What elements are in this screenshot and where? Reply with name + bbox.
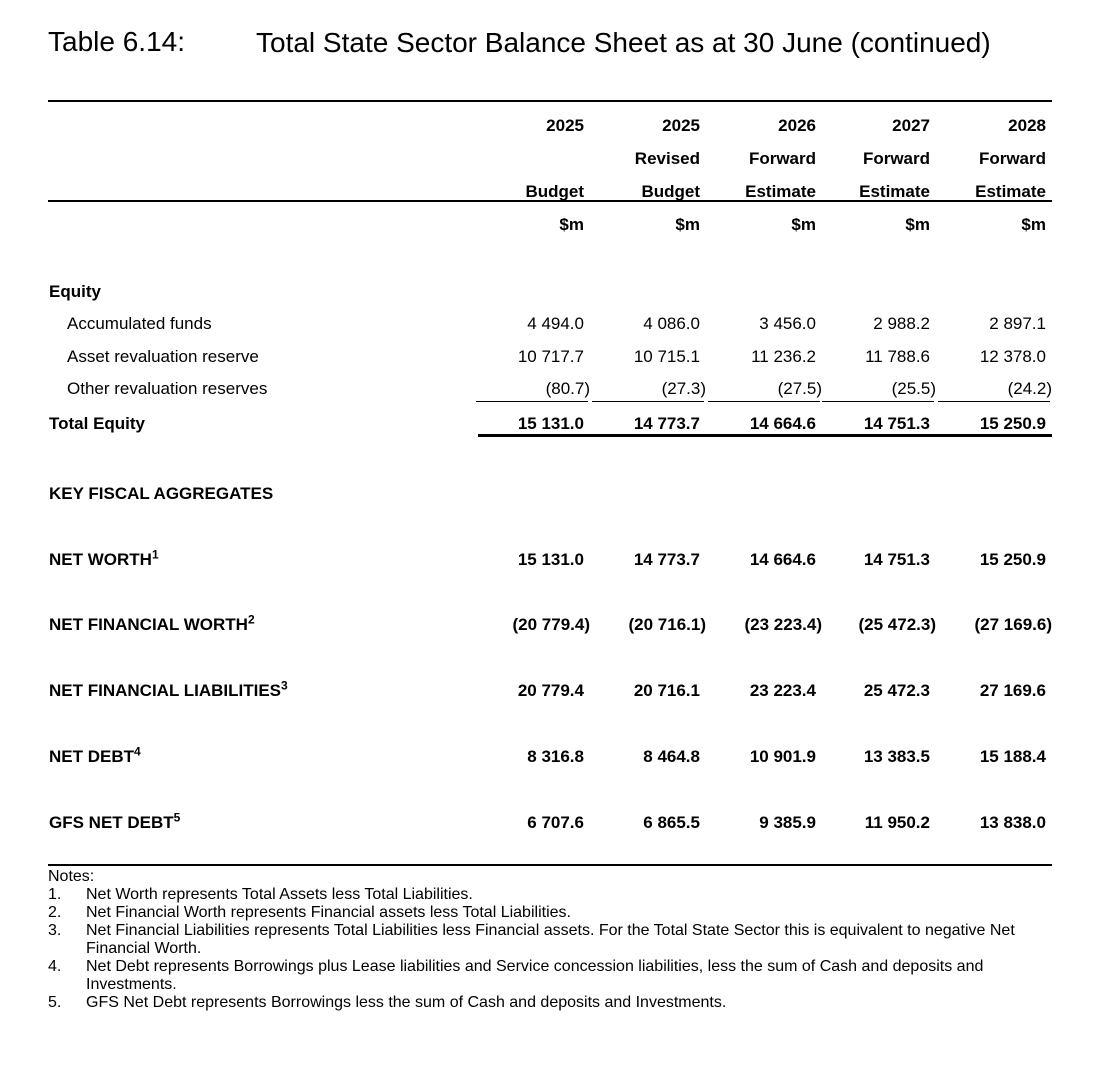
- equity-row-value: 4 086.0: [643, 314, 700, 333]
- total-equity-value: 15 131.0: [517, 414, 584, 433]
- equity-row-label: Asset revaluation reserve: [67, 347, 259, 366]
- footnote-marker: 2: [247, 612, 255, 627]
- column-header-year: 2028: [1008, 116, 1046, 135]
- note-number: 5.: [48, 994, 62, 1011]
- total-equity-value: 14 751.3: [863, 414, 930, 433]
- column-header-year: 2025: [546, 116, 584, 135]
- aggregate-row-value: 27 169.6: [979, 681, 1046, 700]
- equity-row-value: 10 715.1: [633, 347, 700, 366]
- footnote-marker: 3: [281, 678, 288, 693]
- column-header-line3: Estimate: [975, 182, 1046, 201]
- aggregate-row-value: 8 464.8: [643, 747, 700, 766]
- note-text: Net Financial Liabilities represents Total Liabilities less Financial assets. For the Total State Sector this is equivalent to negative Net Financial Worth.: [86, 922, 1015, 957]
- aggregate-row-value: (25 472.3): [858, 615, 936, 634]
- aggregate-row-label: [49, 547, 159, 570]
- column-header-unit: $m: [1021, 215, 1046, 234]
- aggregate-label-text: NET FINANCIAL LIABILITIES: [49, 681, 282, 700]
- note-item: [48, 958, 1058, 994]
- column-header-unit: $m: [675, 215, 700, 234]
- total-equity-value: 14 664.6: [749, 414, 816, 433]
- subtotal-rule: [822, 401, 934, 402]
- subtotal-rule: [938, 401, 1050, 402]
- column-header-line3: Estimate: [745, 182, 816, 201]
- note-text: GFS Net Debt represents Borrowings less the sum of Cash and deposits and Investments.: [86, 994, 727, 1011]
- aggregate-label-text: NET DEBT: [49, 747, 134, 766]
- equity-row-value: 2 988.2: [873, 314, 930, 333]
- aggregate-row-value: 9 385.9: [759, 813, 816, 832]
- equity-row-value: 3 456.0: [759, 314, 816, 333]
- note-number: 3.: [48, 922, 62, 939]
- aggregate-row-value: (20 716.1): [628, 615, 706, 634]
- footnote-marker: 4: [134, 744, 141, 759]
- aggregate-row-value: 14 664.6: [749, 550, 816, 569]
- aggregate-row-value: 20 716.1: [633, 681, 700, 700]
- column-header-line2: Forward: [978, 149, 1046, 168]
- aggregate-row-label: [49, 744, 141, 767]
- note-number: 2.: [48, 904, 62, 921]
- top-rule: [48, 100, 1052, 102]
- note-item: [48, 904, 1058, 922]
- equity-heading: Equity: [49, 282, 101, 301]
- column-header-line2: Revised: [634, 149, 700, 168]
- equity-row-value: (80.7): [545, 379, 590, 398]
- aggregate-row-value: 15 131.0: [517, 550, 584, 569]
- notes-section: [48, 868, 1058, 1012]
- note-items: [48, 886, 1058, 1012]
- footnote-marker: 1: [151, 547, 159, 562]
- column-header-year: 2025: [662, 116, 700, 135]
- aggregate-label-text: NET FINANCIAL WORTH: [49, 615, 248, 634]
- equity-row-value: 12 378.0: [979, 347, 1046, 366]
- note-text: Net Worth represents Total Assets less Total Liabilities.: [86, 886, 473, 903]
- aggregate-label-text: NET WORTH: [49, 550, 152, 569]
- note-text: Net Financial Worth represents Financial assets less Total Liabilities.: [86, 904, 571, 921]
- aggregate-row-value: (27 169.6): [974, 615, 1052, 634]
- aggregate-row-value: 13 838.0: [979, 813, 1046, 832]
- column-header-year: 2027: [892, 116, 930, 135]
- column-header-line3: Budget: [641, 182, 700, 201]
- aggregate-row-value: 6 865.5: [643, 813, 700, 832]
- subtotal-rule: [708, 401, 820, 402]
- aggregate-row-value: (20 779.4): [512, 615, 590, 634]
- table-title-text: Total State Sector Balance Sheet as at 30 June (continued): [256, 27, 991, 58]
- equity-row-value: (27.5): [777, 379, 822, 398]
- bottom-rule: [48, 864, 1052, 866]
- total-double-rule: [478, 434, 1052, 437]
- column-header-line2: Forward: [862, 149, 930, 168]
- notes-heading: Notes:: [48, 868, 95, 885]
- equity-row-label: Other revaluation reserves: [67, 379, 268, 398]
- aggregate-row-value: 8 316.8: [527, 747, 584, 766]
- note-item: [48, 922, 1058, 958]
- equity-row-value: (27.3): [661, 379, 706, 398]
- aggregate-row-value: 25 472.3: [863, 681, 930, 700]
- aggregate-row-value: 10 901.9: [749, 747, 816, 766]
- note-text: Net Debt represents Borrowings plus Lease liabilities and Service concession liabilities, less the sum of Cash and deposits and Investments.: [86, 958, 984, 993]
- equity-row-value: (25.5): [891, 379, 936, 398]
- aggregate-row-label: [49, 810, 181, 833]
- total-equity-label: Total Equity: [49, 414, 146, 433]
- note-number: 4.: [48, 958, 62, 975]
- equity-row-value: 11 236.2: [751, 347, 816, 366]
- equity-row-label: Accumulated funds: [67, 314, 212, 333]
- aggregate-row-value: 13 383.5: [863, 747, 930, 766]
- equity-row-value: (24.2): [1007, 379, 1052, 398]
- aggregate-row-value: 15 188.4: [979, 747, 1046, 766]
- note-item: [48, 994, 1058, 1012]
- aggregate-row-value: 14 751.3: [863, 550, 930, 569]
- equity-row-value: 11 788.6: [865, 347, 930, 366]
- table-number: Table 6.14:: [48, 26, 185, 57]
- column-header-line3: Budget: [525, 182, 584, 201]
- total-equity-value: 14 773.7: [633, 414, 700, 433]
- aggregate-label-text: GFS NET DEBT: [49, 813, 174, 832]
- column-header-line3: Estimate: [859, 182, 930, 201]
- column-header-unit: $m: [559, 215, 584, 234]
- footnote-marker: 5: [173, 810, 181, 825]
- column-header-unit: $m: [905, 215, 930, 234]
- equity-row-value: 4 494.0: [527, 314, 584, 333]
- equity-row-value: 10 717.7: [517, 347, 584, 366]
- aggregate-row-value: 11 950.2: [864, 813, 930, 832]
- note-item: [48, 886, 1058, 904]
- column-header-unit: $m: [791, 215, 816, 234]
- aggregate-row-value: 6 707.6: [527, 813, 584, 832]
- column-header-line2: Forward: [748, 149, 816, 168]
- aggregate-row-value: 20 779.4: [517, 681, 584, 700]
- aggregate-row-value: 23 223.4: [749, 681, 816, 700]
- subtotal-rule: [476, 401, 588, 402]
- aggregate-row-label: [49, 678, 288, 701]
- column-header-year: 2026: [778, 116, 816, 135]
- aggregate-row-value: (23 223.4): [744, 615, 822, 634]
- aggregate-row-value: 15 250.9: [979, 550, 1046, 569]
- subtotal-rule: [592, 401, 704, 402]
- aggregate-row-label: [49, 612, 255, 635]
- aggregate-row-value: 14 773.7: [633, 550, 700, 569]
- aggregates-heading: KEY FISCAL AGGREGATES: [49, 484, 274, 503]
- equity-row-value: 2 897.1: [989, 314, 1046, 333]
- note-number: 1.: [48, 886, 62, 903]
- total-equity-value: 15 250.9: [979, 414, 1046, 433]
